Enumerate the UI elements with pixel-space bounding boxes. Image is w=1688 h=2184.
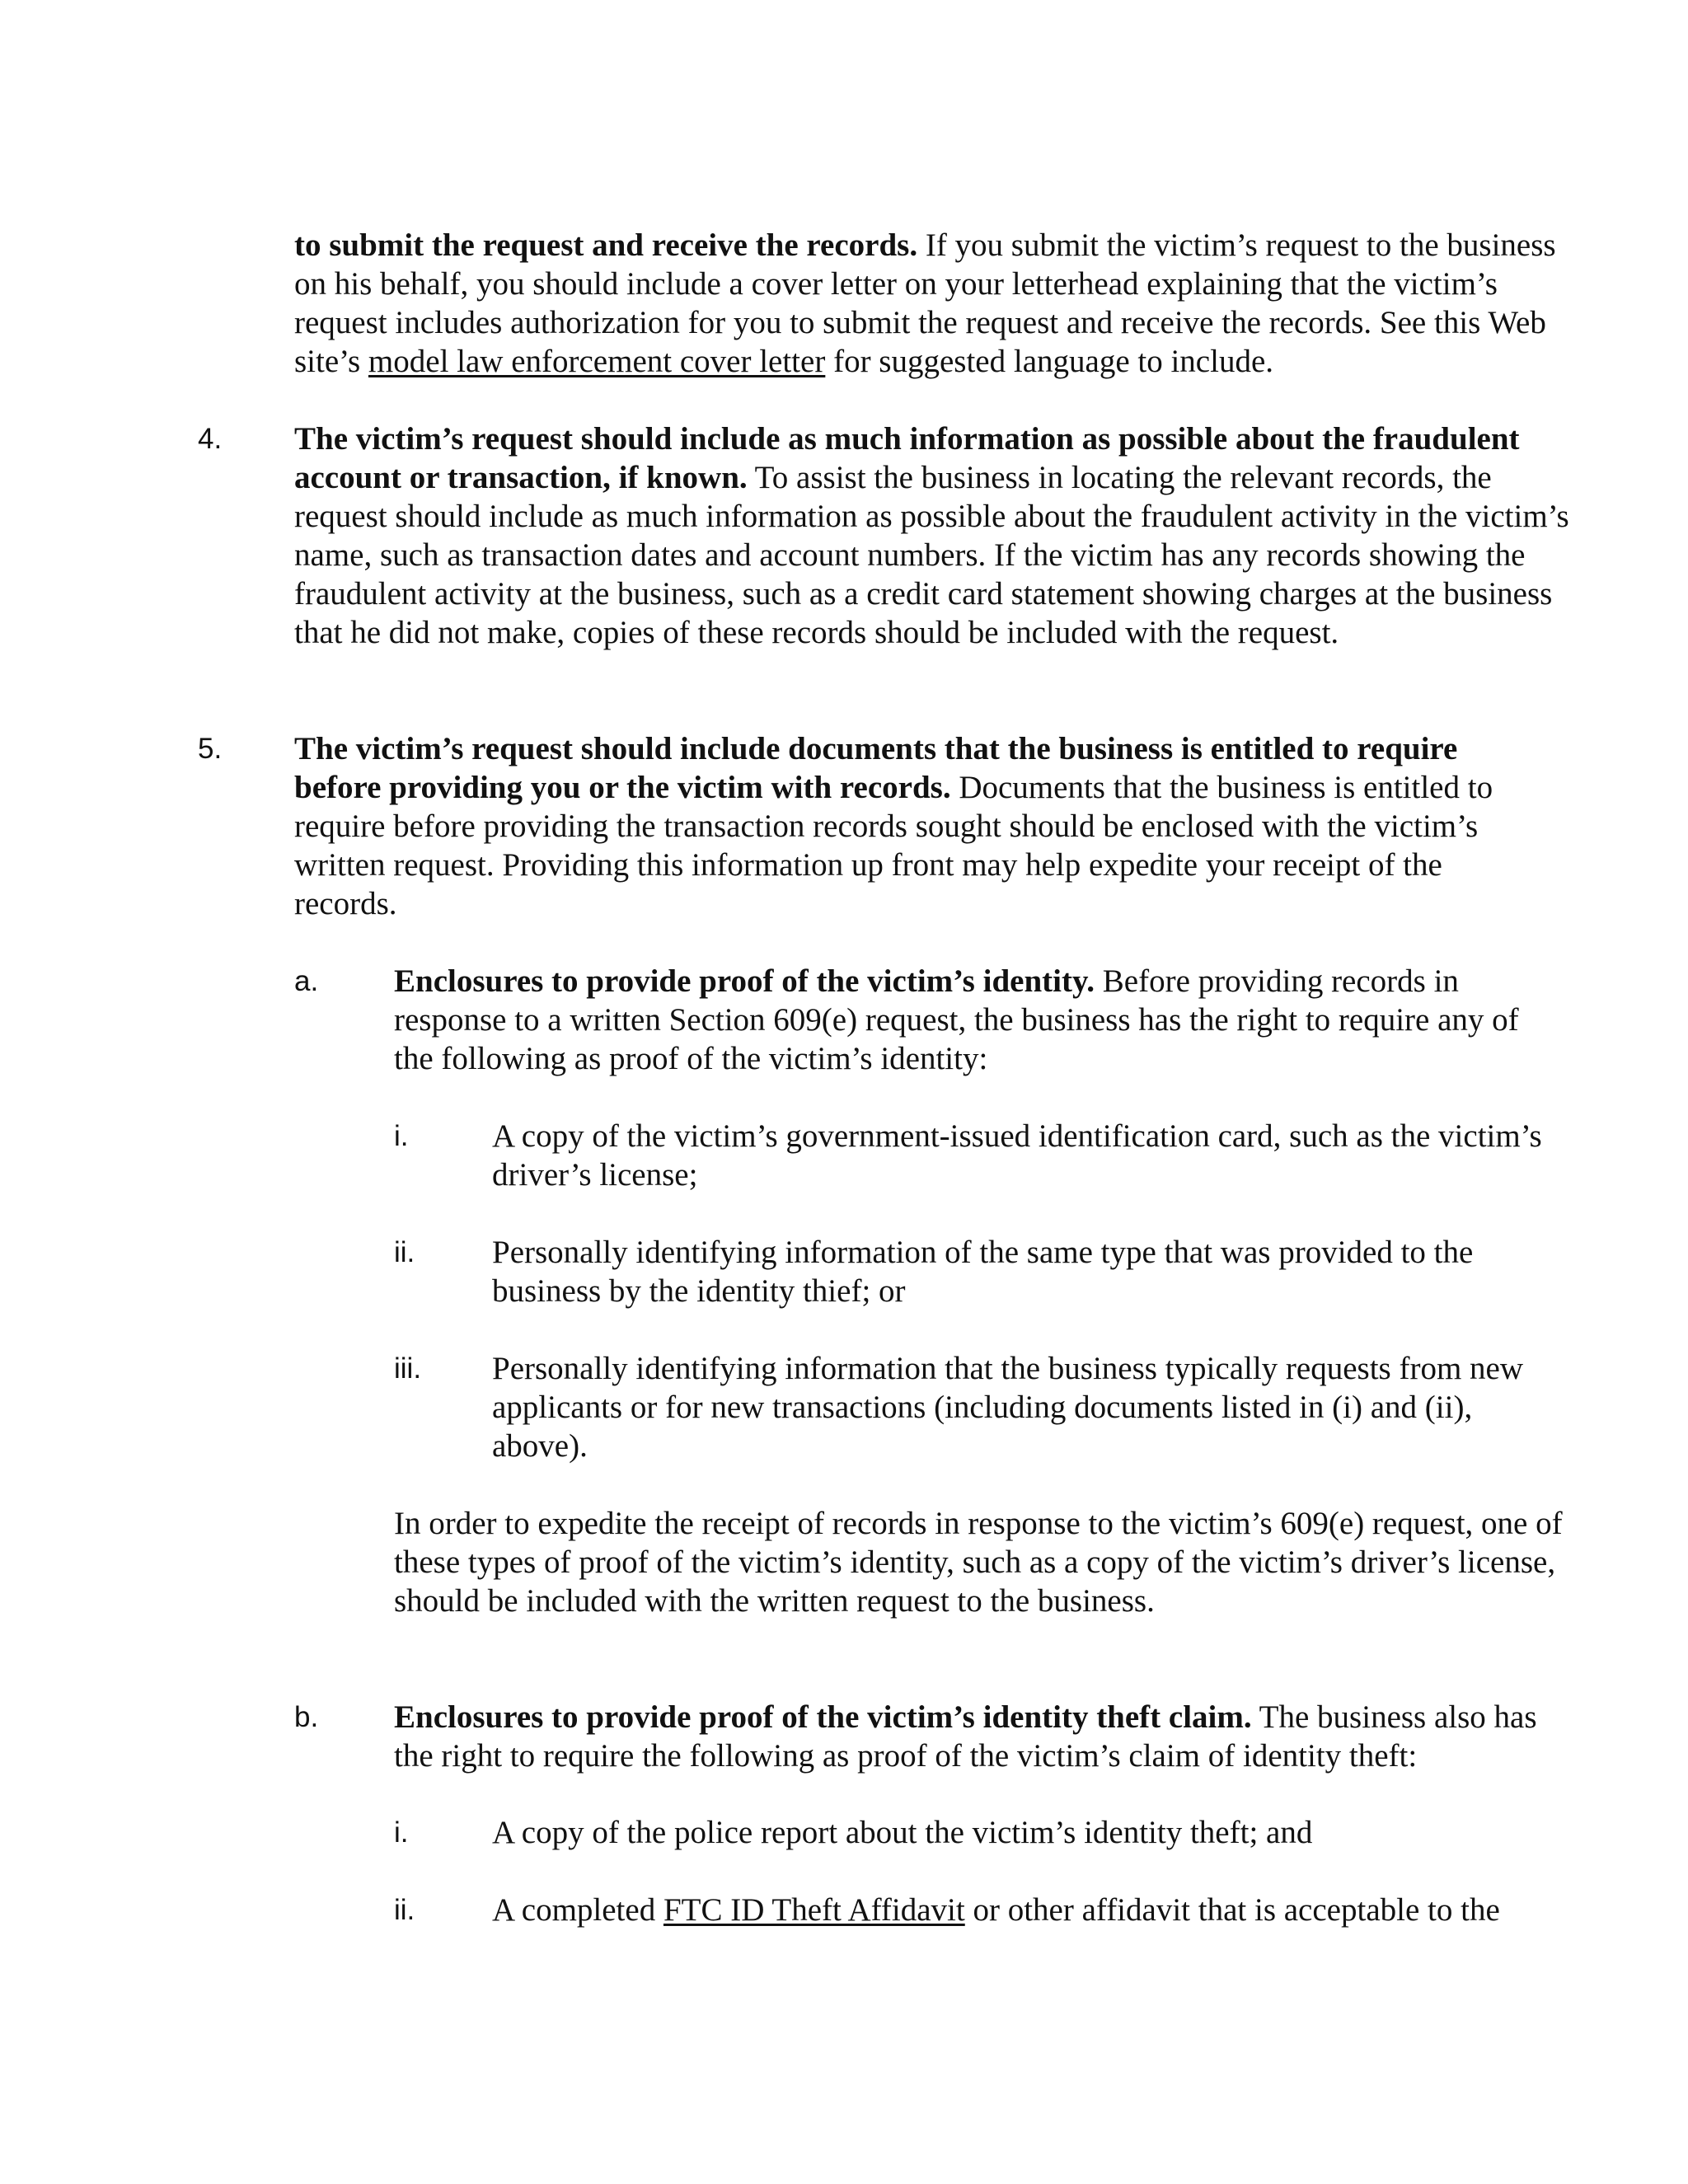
subitem-b-i-marker: i. (394, 1816, 409, 1849)
item-5-number: 5. (198, 733, 223, 765)
subitem-b-ii-paragraph (492, 1891, 1564, 1929)
subitem-a-iii-marker: iii. (394, 1352, 422, 1385)
item-4-heading: The victim’s request should include as much information as possible about the fraudulent account or transaction, if known. (294, 421, 1520, 495)
subitem-b-heading: Enclosures to provide proof of the victim’s identity theft claim. (394, 1699, 1252, 1735)
model-cover-letter-link[interactable]: model law enforcement cover letter (368, 344, 826, 379)
intro-bold-text: to submit the request and receive the records. (294, 227, 918, 263)
subitem-a-i-marker: i. (394, 1120, 409, 1152)
subitem-a-letter: a. (294, 965, 319, 997)
subitem-a-note: In order to expedite the receipt of records in response to the victim’s 609(e) request, one of these types of proof of the victim’s identity, such as a copy of the victim’s driver’s license, should be included with the written request to the business. (394, 1506, 1563, 1619)
subitem-a-text: Before providing records in response to a written Section 609(e) request, the business has the right to require any of the following as proof of the victim’s identity: (394, 963, 1519, 1076)
subitem-b-text: The business also has the right to require the following as proof of the victim’s claim of identity theft: (394, 1699, 1537, 1774)
subitem-b-letter: b. (294, 1701, 319, 1733)
item-5-text: Documents that the business is entitled to require before providing the transaction records sought should be enclosed with the victim’s written request. Providing this information up front may help expedite your receipt of the records. (294, 770, 1493, 921)
item-4-paragraph (294, 419, 1580, 652)
subitem-a-paragraph (394, 962, 1564, 1078)
item-4-text: To assist the business in locating the relevant records, the request should include as much information as possible about the fraudulent activity in the victim’s name, such as transaction dates and account numbers. If the victim has any records showing the fraudulent activity at the business, such as a credit card statement showing charges at the business that he did not make, copies of these records should be included with the request. (294, 460, 1569, 650)
subitem-a-i-text: A copy of the victim’s government-issued identification card, such as the victim’s driver’s license; (492, 1118, 1542, 1193)
subitem-a-heading: Enclosures to provide proof of the victim’s identity. (394, 963, 1095, 999)
item-5-heading: The victim’s request should include documents that the business is entitled to require before providing you or the victim with records. (294, 731, 1458, 805)
intro-tail-text: for suggested language to include. (825, 344, 1274, 379)
subitem-b-paragraph (394, 1698, 1564, 1775)
subitem-b-ii-marker: ii. (394, 1894, 415, 1926)
subitem-a-ii-marker: ii. (394, 1236, 415, 1268)
subitem-a-ii-text: Personally identifying information of the same type that was provided to the business by the identity thief; or (492, 1235, 1474, 1309)
subitem-b-ii-suffix: or other affidavit that is acceptable to the (964, 1892, 1500, 1928)
item-5-paragraph (294, 729, 1547, 923)
subitem-b-i-text: A copy of the police report about the victim’s identity theft; and (492, 1815, 1313, 1850)
intro-paragraph (294, 226, 1564, 381)
item-4-number: 4. (198, 423, 223, 455)
subitem-a-iii-text: Personally identifying information that the business typically requests from new applicants or for new transactions (including documents listed in (i) and (ii), above). (492, 1351, 1524, 1464)
ftc-id-theft-affidavit-link[interactable]: FTC ID Theft Affidavit (663, 1892, 965, 1928)
intro-text: If you submit the victim’s request to the business on his behalf, you should include a cover letter on your letterhead explaining that the victim’s request includes authorization for you to submit the request and receive the records. See this Web site’s (294, 227, 1556, 379)
subitem-b-ii-prefix: A completed (492, 1892, 663, 1928)
